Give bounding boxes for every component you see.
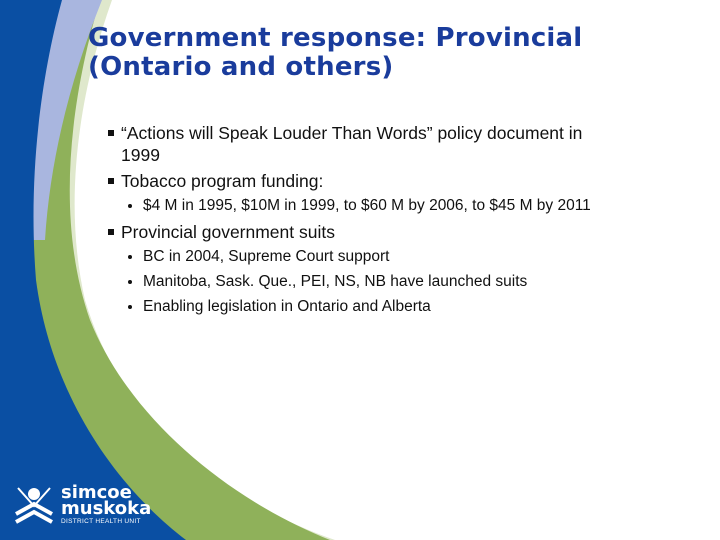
logo-text-simcoe: simcoe	[61, 482, 132, 503]
sub-bullet-item	[108, 272, 688, 292]
title-line-2: (Ontario and others)	[88, 52, 394, 82]
sub-bullet-text: $4 M in 1995, $10M in 1999, to $60 M by 2006, to $45 M by 2011	[143, 197, 591, 214]
dot-bullet-icon	[128, 305, 132, 309]
sub-bullet-item	[108, 196, 688, 216]
slide-title	[88, 24, 582, 82]
square-bullet-icon	[108, 178, 114, 184]
bullet-item	[108, 221, 688, 243]
square-bullet-icon	[108, 229, 114, 235]
logo-text-muskoka: muskoka	[61, 498, 152, 519]
logo-text-subtitle: DISTRICT HEALTH UNIT	[61, 518, 141, 525]
bullet-text: Provincial government suits	[121, 222, 335, 242]
sub-bullet-item	[108, 247, 688, 267]
dot-bullet-icon	[128, 280, 132, 284]
bullet-list	[108, 122, 688, 322]
bullet-text-cont: 1999	[121, 145, 160, 165]
sub-bullet-text: Enabling legislation in Ontario and Alberta	[143, 298, 431, 315]
bullet-item	[108, 170, 688, 192]
bullet-item	[108, 122, 688, 166]
sub-bullet-text: BC in 2004, Supreme Court support	[143, 248, 390, 265]
sub-bullet-item	[108, 297, 688, 317]
title-line-1: Government response: Provincial	[88, 23, 583, 53]
dot-bullet-icon	[128, 204, 132, 208]
dot-bullet-icon	[128, 255, 132, 259]
square-bullet-icon	[108, 130, 114, 136]
bullet-text: “Actions will Speak Louder Than Words” policy document in	[121, 123, 583, 143]
logo-figure-icon	[14, 486, 54, 526]
sub-bullet-text: Manitoba, Sask. Que., PEI, NS, NB have launched suits	[143, 273, 528, 290]
bullet-text: Tobacco program funding:	[121, 171, 324, 191]
